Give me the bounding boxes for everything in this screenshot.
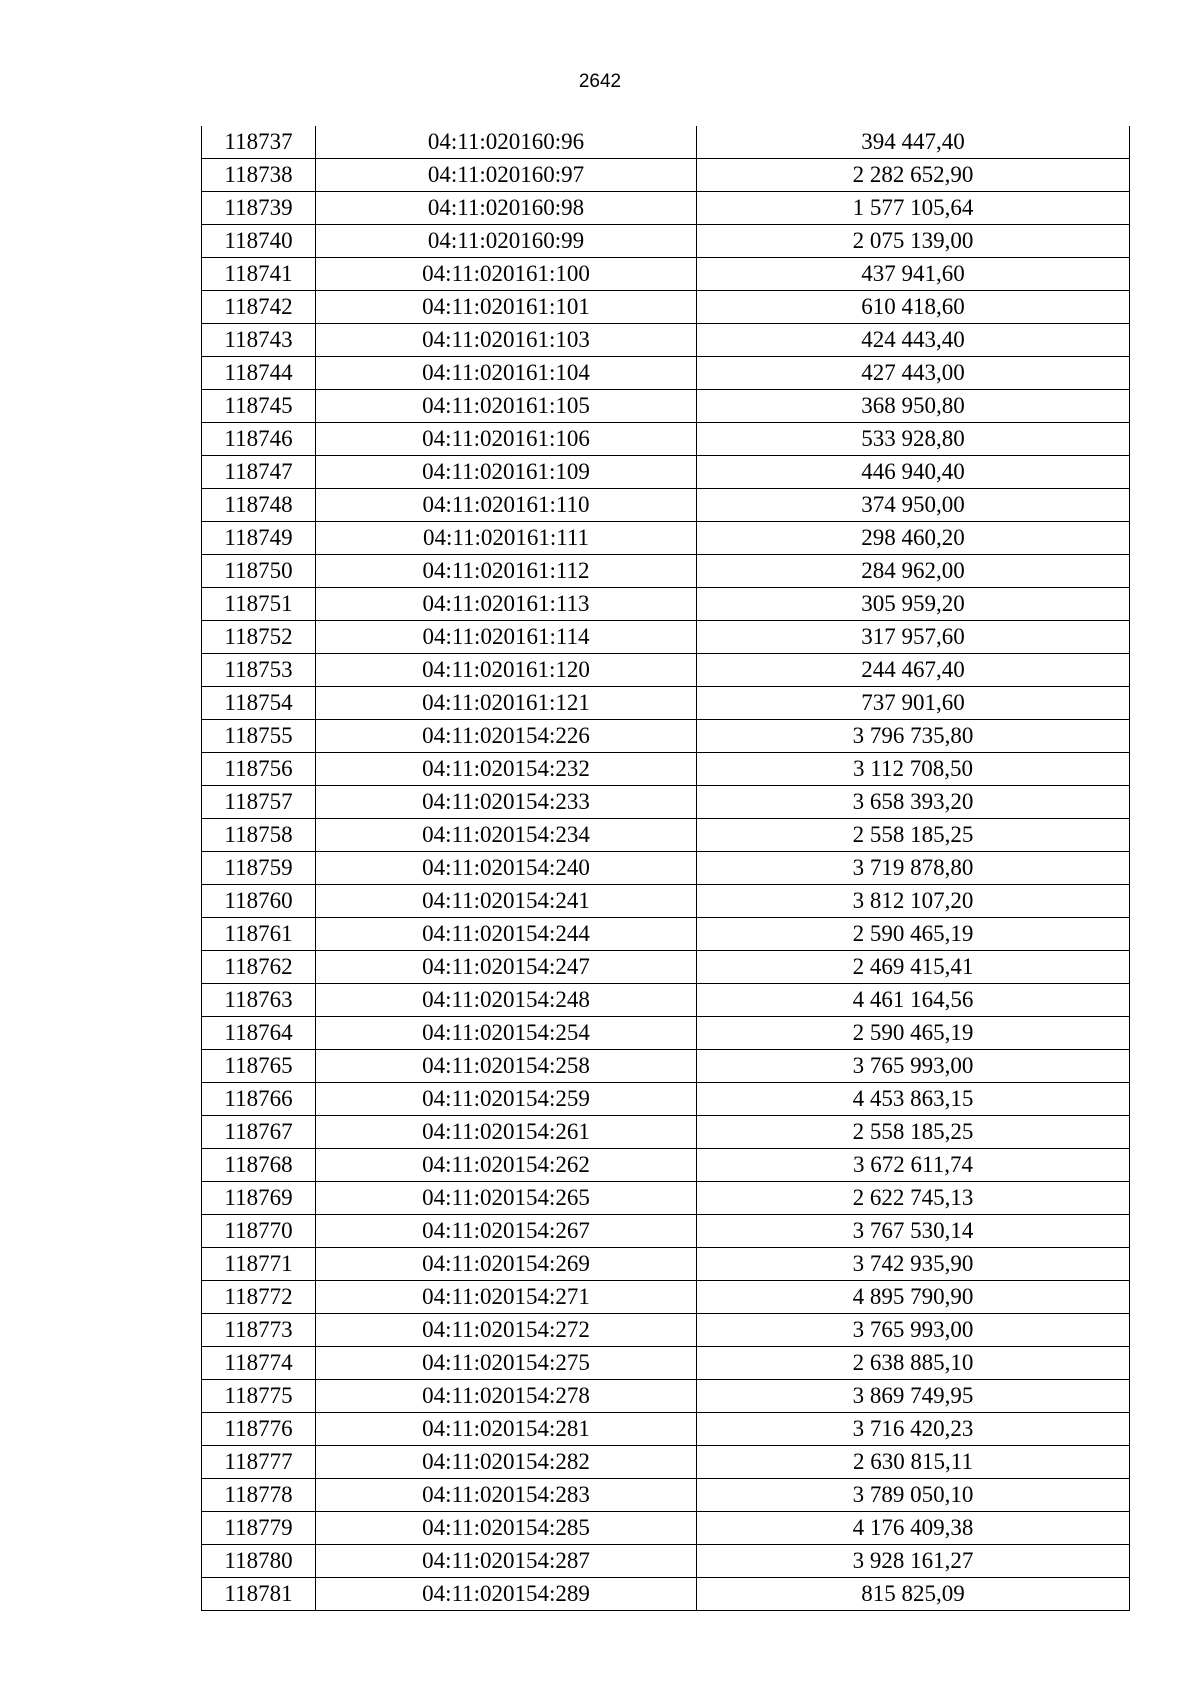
cadastral-value-cell: 2 590 465,19 xyxy=(697,1017,1130,1050)
table-row xyxy=(202,1050,1130,1083)
cadastral-number-cell: 04:11:020154:233 xyxy=(316,786,697,819)
cadastral-number-cell: 04:11:020161:120 xyxy=(316,654,697,687)
cadastral-value-cell: 2 638 885,10 xyxy=(697,1347,1130,1380)
row-number-cell: 118776 xyxy=(202,1413,316,1446)
cadastral-value-cell: 2 630 815,11 xyxy=(697,1446,1130,1479)
table-row xyxy=(202,1413,1130,1446)
cadastral-value-cell: 4 461 164,56 xyxy=(697,984,1130,1017)
cadastral-number-cell: 04:11:020154:259 xyxy=(316,1083,697,1116)
row-number-cell: 118743 xyxy=(202,324,316,357)
row-number-cell: 118756 xyxy=(202,753,316,786)
cadastral-number-cell: 04:11:020154:287 xyxy=(316,1545,697,1578)
cadastral-number-cell: 04:11:020154:289 xyxy=(316,1578,697,1611)
cadastral-value-cell: 3 789 050,10 xyxy=(697,1479,1130,1512)
cadastral-number-cell: 04:11:020154:262 xyxy=(316,1149,697,1182)
table-row xyxy=(202,390,1130,423)
table-row xyxy=(202,1281,1130,1314)
table-row xyxy=(202,423,1130,456)
table-row xyxy=(202,126,1130,159)
row-number-cell: 118764 xyxy=(202,1017,316,1050)
row-number-cell: 118746 xyxy=(202,423,316,456)
cadastral-value-cell: 284 962,00 xyxy=(697,555,1130,588)
cadastral-value-cell: 3 112 708,50 xyxy=(697,753,1130,786)
row-number-cell: 118738 xyxy=(202,159,316,192)
cadastral-number-cell: 04:11:020154:240 xyxy=(316,852,697,885)
row-number-cell: 118739 xyxy=(202,192,316,225)
cadastral-number-cell: 04:11:020161:106 xyxy=(316,423,697,456)
cadastral-value-cell: 4 176 409,38 xyxy=(697,1512,1130,1545)
row-number-cell: 118773 xyxy=(202,1314,316,1347)
page-number: 2642 xyxy=(578,71,622,92)
row-number-cell: 118766 xyxy=(202,1083,316,1116)
row-number-cell: 118770 xyxy=(202,1215,316,1248)
cadastral-number-cell: 04:11:020160:96 xyxy=(316,126,697,159)
cadastral-value-cell: 4 453 863,15 xyxy=(697,1083,1130,1116)
table-row xyxy=(202,654,1130,687)
table-row xyxy=(202,786,1130,819)
cadastral-number-cell: 04:11:020154:283 xyxy=(316,1479,697,1512)
cadastral-number-cell: 04:11:020154:285 xyxy=(316,1512,697,1545)
cadastral-value-cell: 427 443,00 xyxy=(697,357,1130,390)
cadastral-value-cell: 298 460,20 xyxy=(697,522,1130,555)
cadastral-value-cell: 374 950,00 xyxy=(697,489,1130,522)
table-row xyxy=(202,1215,1130,1248)
table-row xyxy=(202,1545,1130,1578)
row-number-cell: 118760 xyxy=(202,885,316,918)
row-number-cell: 118775 xyxy=(202,1380,316,1413)
table-row xyxy=(202,1017,1130,1050)
table-row xyxy=(202,1347,1130,1380)
cadastral-number-cell: 04:11:020154:248 xyxy=(316,984,697,1017)
cadastral-value-cell: 368 950,80 xyxy=(697,390,1130,423)
table-row xyxy=(202,324,1130,357)
cadastral-value-cell: 2 590 465,19 xyxy=(697,918,1130,951)
cadastral-number-cell: 04:11:020154:271 xyxy=(316,1281,697,1314)
table-row xyxy=(202,588,1130,621)
cadastral-number-cell: 04:11:020160:99 xyxy=(316,225,697,258)
table-row xyxy=(202,918,1130,951)
cadastral-value-cell: 4 895 790,90 xyxy=(697,1281,1130,1314)
cadastral-number-cell: 04:11:020161:101 xyxy=(316,291,697,324)
cadastral-value-cell: 244 467,40 xyxy=(697,654,1130,687)
row-number-cell: 118761 xyxy=(202,918,316,951)
row-number-cell: 118744 xyxy=(202,357,316,390)
row-number-cell: 118748 xyxy=(202,489,316,522)
table-row xyxy=(202,951,1130,984)
cadastral-value-cell: 2 558 185,25 xyxy=(697,819,1130,852)
cadastral-value-cell: 815 825,09 xyxy=(697,1578,1130,1611)
table-row xyxy=(202,1479,1130,1512)
row-number-cell: 118755 xyxy=(202,720,316,753)
cadastral-value-cell: 3 796 735,80 xyxy=(697,720,1130,753)
cadastral-value-cell: 2 558 185,25 xyxy=(697,1116,1130,1149)
table-row xyxy=(202,1578,1130,1611)
row-number-cell: 118762 xyxy=(202,951,316,984)
cadastral-value-cell: 424 443,40 xyxy=(697,324,1130,357)
cadastral-value-cell: 2 622 745,13 xyxy=(697,1182,1130,1215)
cadastral-value-cell: 3 765 993,00 xyxy=(697,1050,1130,1083)
table-row xyxy=(202,192,1130,225)
table-row xyxy=(202,1149,1130,1182)
table-row xyxy=(202,1083,1130,1116)
row-number-cell: 118767 xyxy=(202,1116,316,1149)
row-number-cell: 118749 xyxy=(202,522,316,555)
row-number-cell: 118737 xyxy=(202,126,316,159)
cadastral-number-cell: 04:11:020161:110 xyxy=(316,489,697,522)
table-row xyxy=(202,1380,1130,1413)
table-row xyxy=(202,687,1130,720)
cadastral-number-cell: 04:11:020161:114 xyxy=(316,621,697,654)
table-row xyxy=(202,753,1130,786)
table-row xyxy=(202,225,1130,258)
cadastral-number-cell: 04:11:020161:109 xyxy=(316,456,697,489)
cadastral-value-cell: 3 767 530,14 xyxy=(697,1215,1130,1248)
row-number-cell: 118747 xyxy=(202,456,316,489)
cadastral-value-table xyxy=(201,126,1130,1611)
cadastral-number-cell: 04:11:020161:111 xyxy=(316,522,697,555)
cadastral-value-cell: 737 901,60 xyxy=(697,687,1130,720)
cadastral-value-cell: 3 742 935,90 xyxy=(697,1248,1130,1281)
cadastral-number-cell: 04:11:020154:267 xyxy=(316,1215,697,1248)
table-row xyxy=(202,1248,1130,1281)
row-number-cell: 118781 xyxy=(202,1578,316,1611)
row-number-cell: 118765 xyxy=(202,1050,316,1083)
cadastral-number-cell: 04:11:020154:272 xyxy=(316,1314,697,1347)
cadastral-value-cell: 437 941,60 xyxy=(697,258,1130,291)
cadastral-number-cell: 04:11:020154:278 xyxy=(316,1380,697,1413)
cadastral-value-cell: 610 418,60 xyxy=(697,291,1130,324)
row-number-cell: 118754 xyxy=(202,687,316,720)
row-number-cell: 118758 xyxy=(202,819,316,852)
row-number-cell: 118745 xyxy=(202,390,316,423)
cadastral-number-cell: 04:11:020161:121 xyxy=(316,687,697,720)
row-number-cell: 118777 xyxy=(202,1446,316,1479)
cadastral-number-cell: 04:11:020154:258 xyxy=(316,1050,697,1083)
row-number-cell: 118752 xyxy=(202,621,316,654)
table-row xyxy=(202,159,1130,192)
cadastral-number-cell: 04:11:020154:265 xyxy=(316,1182,697,1215)
cadastral-number-cell: 04:11:020154:281 xyxy=(316,1413,697,1446)
row-number-cell: 118778 xyxy=(202,1479,316,1512)
cadastral-value-cell: 3 812 107,20 xyxy=(697,885,1130,918)
cadastral-number-cell: 04:11:020161:104 xyxy=(316,357,697,390)
cadastral-number-cell: 04:11:020160:97 xyxy=(316,159,697,192)
cadastral-value-cell: 3 719 878,80 xyxy=(697,852,1130,885)
cadastral-value-cell: 446 940,40 xyxy=(697,456,1130,489)
cadastral-value-cell: 3 869 749,95 xyxy=(697,1380,1130,1413)
table-row xyxy=(202,489,1130,522)
cadastral-number-cell: 04:11:020160:98 xyxy=(316,192,697,225)
cadastral-number-cell: 04:11:020154:261 xyxy=(316,1116,697,1149)
row-number-cell: 118740 xyxy=(202,225,316,258)
table-row xyxy=(202,522,1130,555)
table-row xyxy=(202,621,1130,654)
table-row xyxy=(202,1182,1130,1215)
row-number-cell: 118768 xyxy=(202,1149,316,1182)
cadastral-number-cell: 04:11:020161:112 xyxy=(316,555,697,588)
cadastral-number-cell: 04:11:020154:254 xyxy=(316,1017,697,1050)
table-row xyxy=(202,852,1130,885)
cadastral-number-cell: 04:11:020154:282 xyxy=(316,1446,697,1479)
cadastral-number-cell: 04:11:020154:226 xyxy=(316,720,697,753)
row-number-cell: 118741 xyxy=(202,258,316,291)
cadastral-number-cell: 04:11:020154:269 xyxy=(316,1248,697,1281)
cadastral-value-cell: 3 672 611,74 xyxy=(697,1149,1130,1182)
row-number-cell: 118774 xyxy=(202,1347,316,1380)
cadastral-value-cell: 2 075 139,00 xyxy=(697,225,1130,258)
table-body xyxy=(202,126,1130,1611)
row-number-cell: 118753 xyxy=(202,654,316,687)
row-number-cell: 118751 xyxy=(202,588,316,621)
table-row xyxy=(202,1314,1130,1347)
table-row xyxy=(202,456,1130,489)
cadastral-value-cell: 1 577 105,64 xyxy=(697,192,1130,225)
table-row xyxy=(202,720,1130,753)
cadastral-value-cell: 394 447,40 xyxy=(697,126,1130,159)
row-number-cell: 118757 xyxy=(202,786,316,819)
cadastral-value-cell: 3 716 420,23 xyxy=(697,1413,1130,1446)
table-row xyxy=(202,357,1130,390)
cadastral-number-cell: 04:11:020154:247 xyxy=(316,951,697,984)
row-number-cell: 118769 xyxy=(202,1182,316,1215)
cadastral-value-cell: 317 957,60 xyxy=(697,621,1130,654)
cadastral-value-cell: 3 658 393,20 xyxy=(697,786,1130,819)
cadastral-value-cell: 2 469 415,41 xyxy=(697,951,1130,984)
table-row xyxy=(202,885,1130,918)
table-row xyxy=(202,819,1130,852)
cadastral-number-cell: 04:11:020161:105 xyxy=(316,390,697,423)
cadastral-value-table-container xyxy=(201,126,1130,1611)
row-number-cell: 118771 xyxy=(202,1248,316,1281)
table-row xyxy=(202,555,1130,588)
row-number-cell: 118742 xyxy=(202,291,316,324)
table-row xyxy=(202,291,1130,324)
cadastral-value-cell: 305 959,20 xyxy=(697,588,1130,621)
cadastral-number-cell: 04:11:020161:100 xyxy=(316,258,697,291)
cadastral-number-cell: 04:11:020161:113 xyxy=(316,588,697,621)
cadastral-number-cell: 04:11:020154:275 xyxy=(316,1347,697,1380)
row-number-cell: 118772 xyxy=(202,1281,316,1314)
table-row xyxy=(202,1446,1130,1479)
row-number-cell: 118780 xyxy=(202,1545,316,1578)
cadastral-number-cell: 04:11:020154:241 xyxy=(316,885,697,918)
cadastral-value-cell: 533 928,80 xyxy=(697,423,1130,456)
table-row xyxy=(202,1116,1130,1149)
cadastral-number-cell: 04:11:020154:244 xyxy=(316,918,697,951)
row-number-cell: 118779 xyxy=(202,1512,316,1545)
table-row xyxy=(202,1512,1130,1545)
row-number-cell: 118759 xyxy=(202,852,316,885)
row-number-cell: 118763 xyxy=(202,984,316,1017)
table-row xyxy=(202,258,1130,291)
table-row xyxy=(202,984,1130,1017)
row-number-cell: 118750 xyxy=(202,555,316,588)
cadastral-value-cell: 3 765 993,00 xyxy=(697,1314,1130,1347)
cadastral-number-cell: 04:11:020154:234 xyxy=(316,819,697,852)
cadastral-number-cell: 04:11:020161:103 xyxy=(316,324,697,357)
cadastral-value-cell: 2 282 652,90 xyxy=(697,159,1130,192)
cadastral-number-cell: 04:11:020154:232 xyxy=(316,753,697,786)
cadastral-value-cell: 3 928 161,27 xyxy=(697,1545,1130,1578)
